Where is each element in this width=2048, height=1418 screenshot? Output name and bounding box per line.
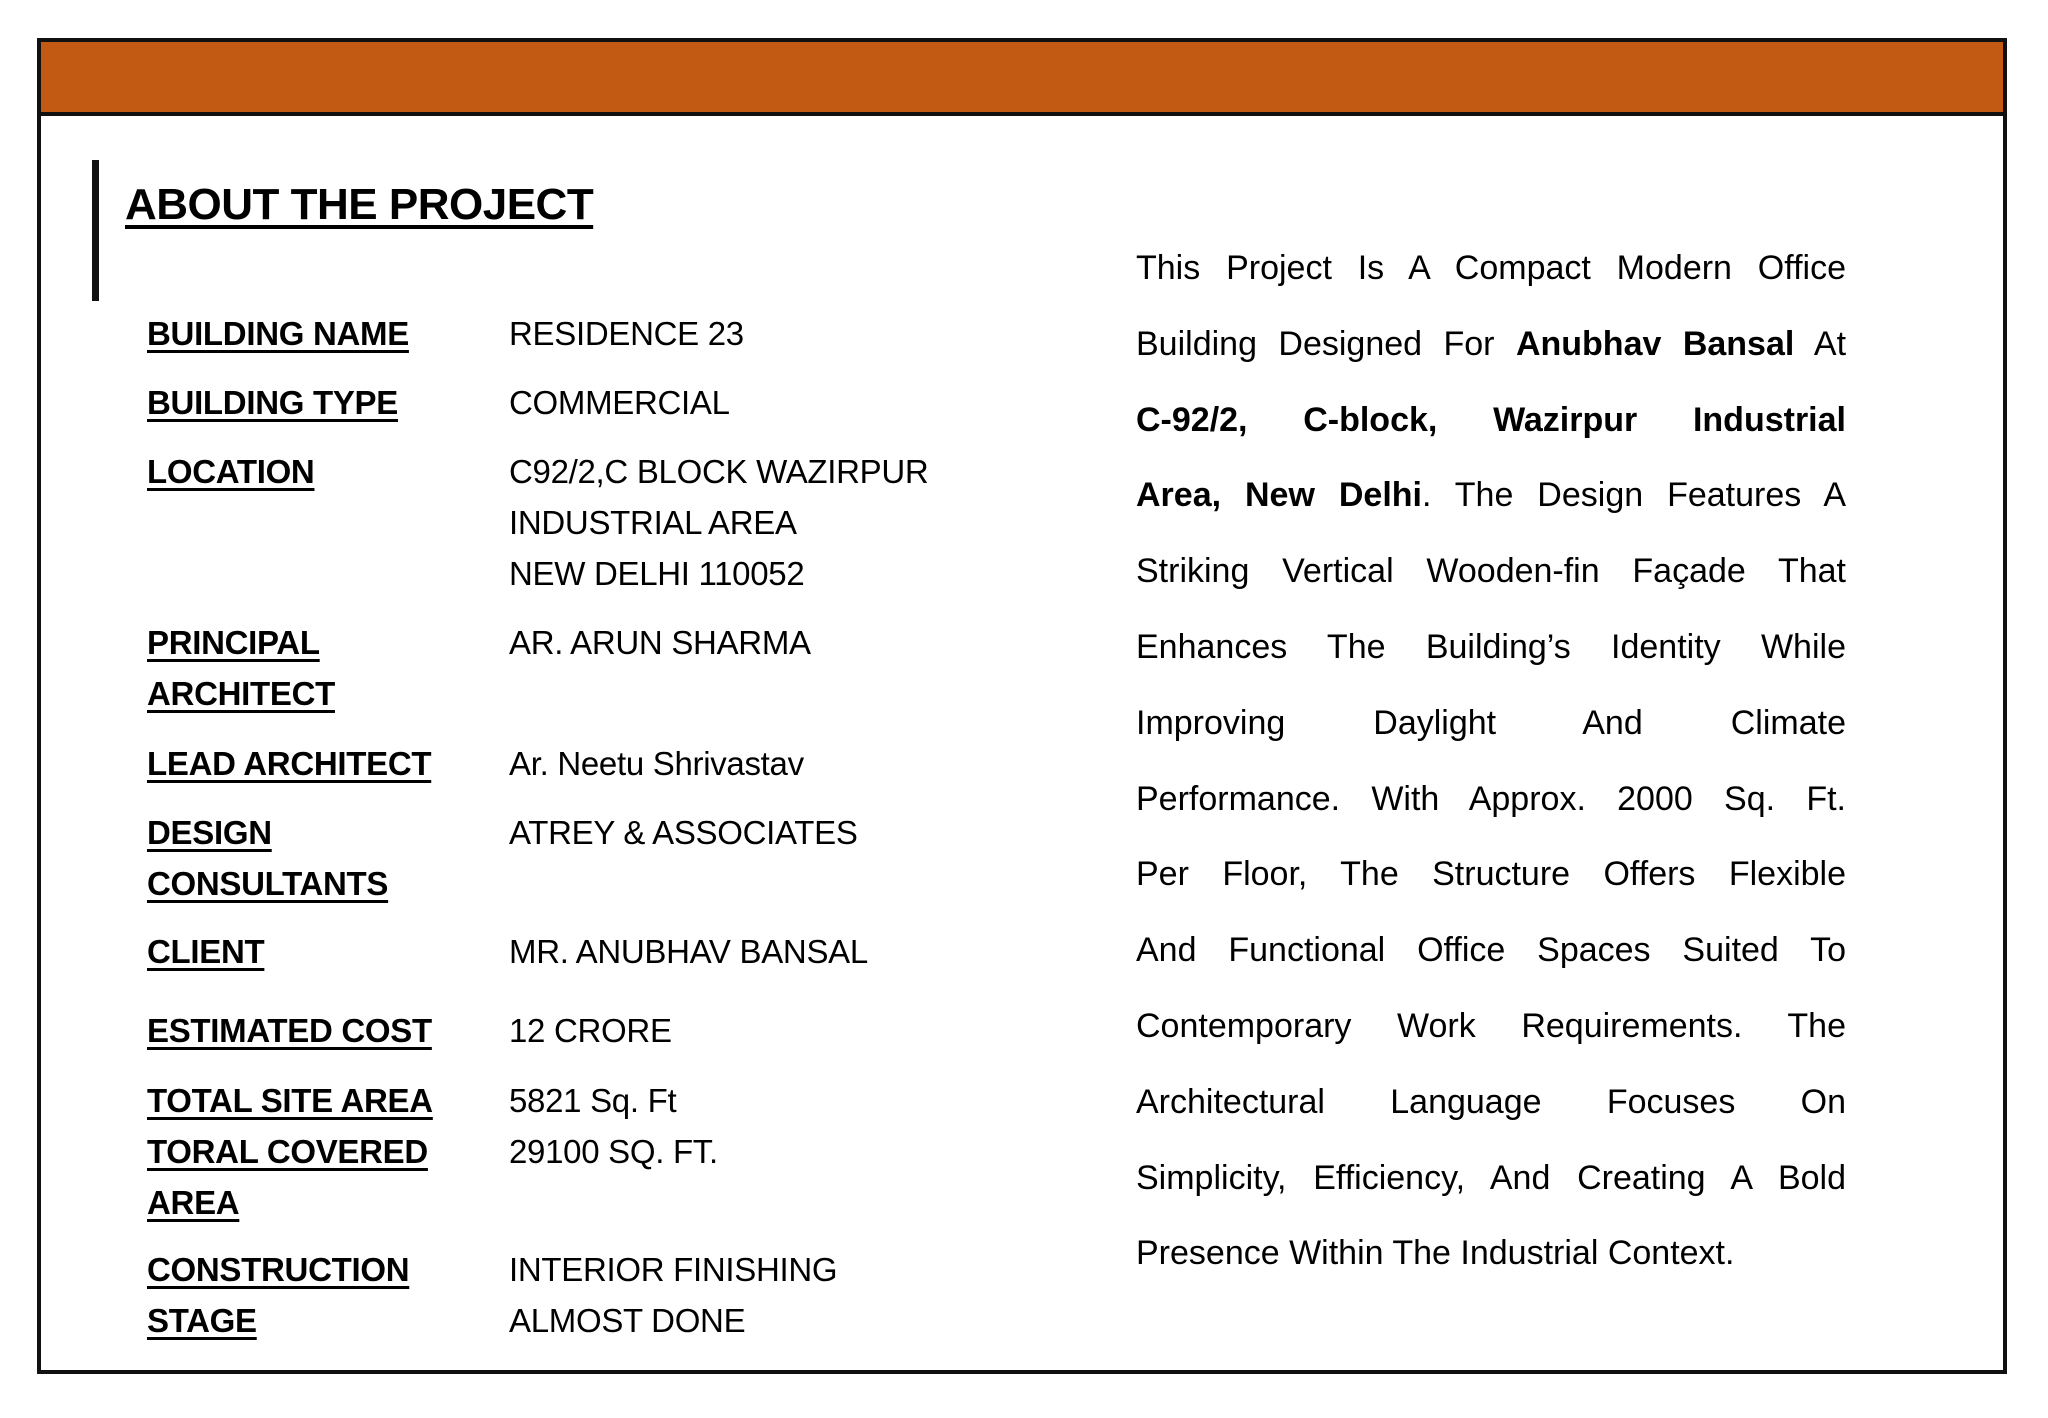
description-text: Architectural Language Focuses On (1136, 1082, 1846, 1121)
description-line (1136, 686, 1846, 762)
description-line (1136, 1216, 1846, 1292)
header-band (41, 42, 2003, 116)
detail-value: Ar. Neetu Shrivastav (509, 745, 804, 782)
detail-label: PRINCIPAL ARCHITECT (147, 624, 335, 712)
description-line (1136, 231, 1846, 307)
detail-value: COMMERCIAL (509, 384, 730, 421)
detail-label: LEAD ARCHITECT (147, 745, 432, 782)
description-text: And Functional Office Spaces Suited To (1136, 931, 1846, 970)
detail-value: MR. ANUBHAV BANSAL (509, 933, 868, 970)
description-text: Presence Within The Industrial Context. (1136, 1234, 1735, 1273)
description-text: Enhances The Building’s Identity While (1136, 627, 1846, 666)
detail-value: INTERIOR FINISHING ALMOST DONE (509, 1251, 838, 1339)
description-line (1136, 913, 1846, 989)
description-line (1136, 837, 1846, 913)
description-line (1136, 383, 1846, 459)
detail-value: ATREY & ASSOCIATES (509, 814, 858, 851)
detail-label: ESTIMATED COST (147, 1012, 432, 1049)
detail-value: 29100 SQ. FT. (509, 1133, 718, 1170)
description-text: Improving Daylight And Climate (1136, 703, 1846, 742)
detail-value: RESIDENCE 23 (509, 315, 744, 352)
description-text: . The Design Features A (1421, 476, 1846, 515)
detail-value: AR. ARUN SHARMA (509, 624, 811, 661)
description-text: Per Floor, The Structure Offers Flexible (1136, 855, 1846, 894)
heading-accent-bar (92, 160, 99, 301)
detail-label: DESIGN CONSULTANTS (147, 814, 389, 902)
description-text: Striking Vertical Wooden-fin Façade That (1136, 552, 1846, 591)
description-line (1136, 1065, 1846, 1141)
description-bold-text: C-92/2, C-block, Wazirpur Industrial (1136, 400, 1846, 439)
page-title: ABOUT THE PROJECT (125, 180, 594, 229)
description-text: Building Designed For (1136, 324, 1516, 363)
detail-label: BUILDING TYPE (147, 384, 398, 421)
project-description (1136, 231, 1846, 1292)
detail-label: TOTAL SITE AREA (147, 1082, 433, 1119)
detail-label: CONSTRUCTION STAGE (147, 1251, 410, 1339)
detail-label: LOCATION (147, 453, 315, 490)
description-bold-text: Anubhav Bansal (1515, 324, 1795, 363)
description-text: At (1794, 324, 1847, 363)
description-text: Simplicity, Efficiency, And Creating A Bold (1136, 1158, 1846, 1197)
detail-label: BUILDING NAME (147, 315, 409, 352)
description-bold-text: Area, New Delhi (1136, 476, 1422, 515)
detail-value: C92/2,C BLOCK WAZIRPUR INDUSTRIAL AREA NEW DELHI 110052 (509, 453, 929, 592)
description-line (1136, 534, 1846, 610)
description-text: Contemporary Work Requirements. The (1136, 1006, 1846, 1045)
detail-value: 5821 Sq. Ft (509, 1082, 677, 1119)
description-line (1136, 989, 1846, 1065)
detail-value: 12 CRORE (509, 1012, 672, 1049)
detail-label: TORAL COVERED AREA (147, 1133, 428, 1221)
description-line (1136, 762, 1846, 838)
description-line (1136, 458, 1846, 534)
description-line (1136, 610, 1846, 686)
description-text: Performance. With Approx. 2000 Sq. Ft. (1136, 779, 1846, 818)
description-line (1136, 1141, 1846, 1217)
detail-label: CLIENT (147, 933, 265, 970)
description-text: This Project Is A Compact Modern Office (1136, 249, 1846, 287)
description-line (1136, 307, 1846, 383)
